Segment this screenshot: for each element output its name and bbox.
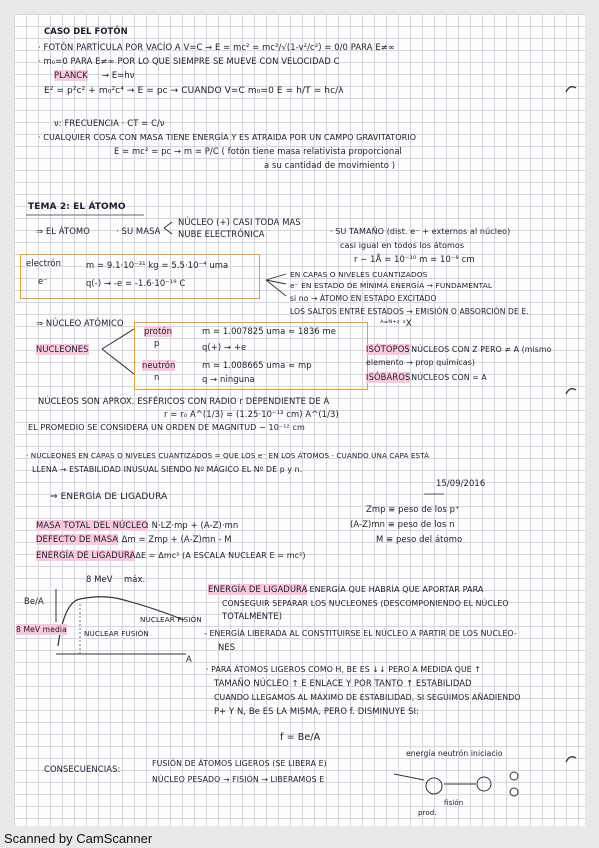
electron-symbol: e⁻ <box>38 276 48 286</box>
photon-title: CASO DEL FOTÓN <box>44 26 128 36</box>
isobaros-text: : NÚCLEOS CON = A <box>406 373 487 382</box>
ref-1: Zmp ≡ peso de los p⁺ <box>366 504 460 514</box>
defecto-eq: : Δm = Zmp + (A-Z)mn - M <box>116 534 232 544</box>
graph-y-label: Be/A <box>24 596 44 606</box>
consecuencia-2: NÚCLEO PESADO → FISIÓN → LIBERAMOS E <box>152 775 325 784</box>
electron-mass: m = 9.1·10⁻³¹ kg = 5.5·10⁻⁴ uma <box>86 260 229 270</box>
camscanner-watermark: Scanned by CamScanner <box>4 831 153 846</box>
ref-2: (A-Z)mn ≡ peso de los n <box>350 519 455 529</box>
graph-fision-label: NUCLEAR FISIÓN <box>140 615 202 624</box>
capas-3: si no → ÁTOMO EN ESTADO EXCITADO <box>290 294 437 303</box>
tema2-title: TEMA 2: EL ÁTOMO <box>28 202 126 212</box>
isotopos-text: : NÚCLEOS CON Z PERO ≠ A (mismo <box>406 345 552 354</box>
esfericos-1: NÚCLEOS SON APROX. ESFÉRICOS CON RADIO r DEPENDIENTE DE A <box>38 396 330 406</box>
photon-line-6: · CUALQUIER COSA CON MASA TIENE ENERGÍA Y ES ATRAIDA POR UN CAMPO GRAVITATORIO <box>38 133 417 142</box>
masa-total-eq: : N·LZ·mp + (A-Z)·mn <box>146 520 239 530</box>
neutron-mass: m = 1.008665 uma ≈ mp <box>202 360 312 370</box>
notebook-page <box>14 14 585 826</box>
consecuencia-1: FUSIÓN DE ÁTOMOS LIGEROS (SE LIBERA E) <box>152 759 327 768</box>
masa-total-label: MASA TOTAL DEL NÚCLEO <box>36 520 149 530</box>
nube-line: NUBE ELECTRÓNICA <box>178 229 265 239</box>
isobaros-label: ISÓBAROS <box>366 372 411 382</box>
energia-eq: : ΔE = Δmc² (A ESCALA NUCLEAR E = mc²) <box>130 551 306 560</box>
electron-charge: q(-) → -e = -1.6·10⁻¹⁹ C <box>86 278 186 288</box>
photon-line-1: · FOTÓN PARTÍCULA POR VACÍO A V=C → E = mc² = mc²/√(1-v²/c²) = 0/0 PARA E≠∞ <box>38 42 395 52</box>
graph-top-label: 8 MeV <box>86 574 113 584</box>
esfericos-3: EL PROMEDIO SE CONSIDERA UN ORDEN DE MAGNITUD ∼ 10⁻¹² cm <box>28 423 305 432</box>
para-3: CUANDO LLEGAMOS AL MÁXIMO DE ESTABILIDAD, SI SEGUIMOS AÑADIENDO <box>214 693 521 702</box>
capas-1: EN CAPAS O NIVELES CUANTIZADOS <box>290 270 428 279</box>
para-1: · PARA ÁTOMOS LIGEROS COMO H, BE ES ↓↓ PERO A MEDIDA QUE ↑ <box>206 665 482 674</box>
neutron-charge: q → ninguna <box>202 374 255 384</box>
photon-line-8: a su cantidad de movimiento ) <box>264 160 396 170</box>
def1: : ENERGÍA QUE HABRÍA QUE APORTAR PARA <box>304 585 484 594</box>
graph-max-label: máx. <box>124 574 146 584</box>
consecuencia-note: energía neutrón iniciacio <box>406 749 503 758</box>
ref-3: M ≡ peso del átomo <box>376 534 463 544</box>
neutron-word: neutrón <box>142 360 176 370</box>
photon-line-7: E = mc² = pc → m = P/C ( fotón tiene masa relativista proporcional <box>114 146 402 156</box>
graph-media-label: 8 MeV media <box>16 625 67 634</box>
proton-charge: q(+) → +e <box>202 342 247 352</box>
proton-word: protón <box>144 326 173 336</box>
date: 15/09/2016 <box>436 478 486 488</box>
isotopos-label: ISÓTOPOS <box>366 344 410 354</box>
electron-word: electrón <box>26 258 62 268</box>
consecuencia-note-2: fisión <box>444 799 464 807</box>
photon-line-2: · m₀=0 PARA E≠∞ POR LO QUE SIEMPRE SE MUEVE CON VELOCIDAD C <box>38 56 340 66</box>
esfericos-2: r = r₀ A^(1/3) = (1.25·10⁻¹³ cm) A^(1/3) <box>164 409 339 419</box>
proton-mass: m = 1.007825 uma ≈ 1836 me <box>202 326 336 336</box>
isotopos-text-2: elemento → prop químicas) <box>366 358 476 367</box>
def2-b: NES <box>218 642 236 652</box>
planck-label: PLANCK <box>54 70 88 80</box>
def1-b: CONSEGUIR SEPARAR LOS NUCLEONES (DESCOMPONIENDO EL NÚCLEO <box>222 599 509 608</box>
capas-nucleones-2: LLENA → ESTABILIDAD INUSUAL SIENDO Nº MÁGICO EL Nº DE p y n. <box>32 465 303 474</box>
neutron-symbol: n <box>154 372 160 382</box>
defecto-label: DEFECTO DE MASA <box>36 534 119 544</box>
para-2: TAMAÑO NÚCLEO ↑ E ENLACE Y POR TANTO ↑ ESTABILIDAD <box>214 678 472 688</box>
def2: - ENERGÍA LIBERADA AL CONSTITUIRSE EL NÚCLEO A PARTIR DE LOS NUCLEO- <box>204 629 517 638</box>
capas-4: LOS SALTOS ENTRE ESTADOS → EMISIÓN O ABSORCIÓN DE E. <box>290 307 529 316</box>
capas-nucleones-1: · NUCLEONES EN CAPAS O NIVELES CUANTIZADOS = QUE LOS e⁻ EN LOS ÁTOMOS · CUANDO UNA CAPA ESTÁ <box>26 451 430 460</box>
ligadura-title: ⇒ ENERGÍA DE LIGADURA <box>50 492 168 502</box>
photon-line-4: E² = p²c² + m₀²c⁴ → E = pc → CUANDO V=C m₀=0 E = h/T = hc/λ <box>44 86 344 96</box>
atomo-label: ⇒ EL ÁTOMO <box>36 226 90 236</box>
tamano-3: r ∼ 1Å = 10⁻¹⁰ m = 10⁻⁸ cm <box>354 254 475 264</box>
f-equation: f = Be/A <box>280 732 321 743</box>
graph-fusion-label: NUCLEAR FUSIÓN <box>84 629 149 638</box>
consecuencias-label: CONSECUENCIAS: <box>44 764 121 774</box>
azx-notation: ᴬ⁼ᴺ⁺ᶻ ᶻX <box>380 318 412 328</box>
photon-line-5: ν: FRECUENCIA · CT = C/ν <box>54 118 165 128</box>
def1-c: TOTALMENTE) <box>222 611 283 621</box>
nucleo-atomico-title: ⇒ NÚCLEO ATÓMICO <box>36 318 124 328</box>
a-mark: A <box>186 654 192 664</box>
nucleones-label: NUCLEONES <box>36 344 89 354</box>
consecuencia-note-3: prod. <box>418 809 437 817</box>
def1-label: ENERGÍA DE LIGADURA <box>208 584 308 594</box>
proton-symbol: p <box>154 338 160 348</box>
tamano-1: · SU TAMAÑO (dist. e⁻ + externos al núcleo) <box>330 227 511 236</box>
tamano-2: casi igual en todos los átomos <box>340 241 465 250</box>
capas-2: e⁻ EN ESTADO DE MÍNIMA ENERGÍA → FUNDAMENTAL <box>290 281 493 290</box>
nucleo-line: NÚCLEO (+) CASI TODA MAS <box>178 217 301 227</box>
energia-label: ENERGÍA DE LIGADURA <box>36 550 136 560</box>
planck-equation: → E=hν <box>102 70 135 80</box>
para-4: P+ Y N, Be ES LA MISMA, PERO f. DISMINUYE SI: <box>214 706 420 716</box>
su-masa: · SU MASA <box>116 226 161 236</box>
